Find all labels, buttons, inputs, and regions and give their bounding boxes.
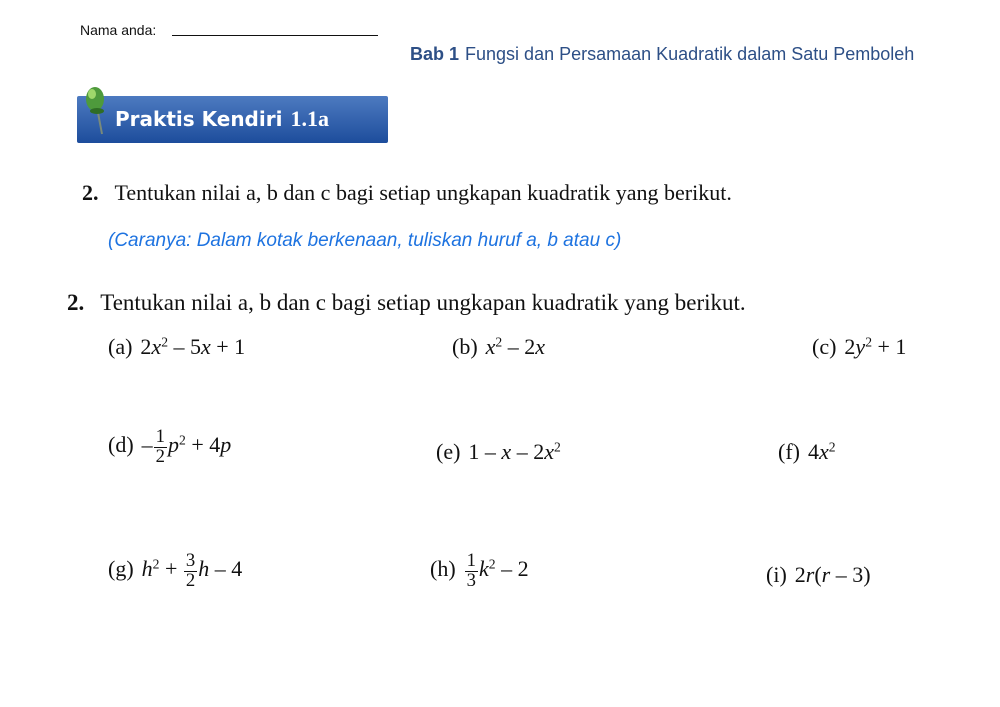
- item-expression: $x^2 - 2x$: [485, 334, 545, 359]
- fraction: $\frac{1}{2}$: [155, 426, 165, 467]
- item-label: (f): [778, 439, 800, 464]
- instruction-line: [82, 180, 732, 206]
- exercise-banner: [77, 96, 388, 143]
- item-h: [430, 552, 529, 590]
- item-expression: $2y^2 + 1$: [844, 334, 907, 359]
- fraction: $\frac{1}{3}$: [466, 550, 476, 591]
- banner-title-text: Praktis Kendiri: [115, 107, 283, 131]
- chapter-heading: [410, 44, 914, 65]
- banner-title: [115, 106, 329, 132]
- item-expression: $\frac{1}{3}$ $k^2 - 2$: [466, 550, 529, 591]
- question-text: Tentukan nilai a, b dan c bagi setiap ungkapan kuadratik yang berikut.: [100, 290, 746, 315]
- chapter-prefix: Bab 1: [410, 44, 460, 64]
- item-label: (d): [108, 432, 134, 458]
- item-label: (e): [436, 439, 461, 464]
- item-label: (i): [766, 562, 787, 587]
- item-b: [452, 336, 545, 358]
- instruction-text: Tentukan nilai a, b dan c bagi setiap ungkapan kuadratik yang berikut.: [114, 180, 732, 205]
- question-line: [67, 290, 746, 316]
- banner-number: 1.1a: [290, 106, 329, 131]
- fraction: $\frac{3}{2}$: [185, 550, 196, 591]
- name-label: Nama anda:: [80, 22, 157, 38]
- item-g: [108, 552, 242, 590]
- item-label: (c): [812, 334, 837, 359]
- question-number: 2.: [67, 290, 85, 315]
- item-label: (b): [452, 334, 478, 359]
- item-a: [108, 336, 245, 358]
- item-label: (h): [430, 556, 456, 582]
- item-expression: $h^2$ + $\frac{3}{2}$ h – 4: [141, 550, 243, 591]
- item-e: [436, 441, 561, 463]
- item-d: [108, 428, 231, 466]
- item-expression: 1 – x – $2x^2$: [468, 439, 561, 464]
- instruction-number: 2.: [82, 180, 99, 205]
- item-i: [766, 564, 871, 586]
- item-expression: $2x^2 - 5x + 1$: [140, 334, 246, 359]
- item-label: (a): [108, 334, 133, 359]
- item-c: [812, 336, 906, 358]
- item-expression: – $\frac{1}{2}$ $p^2 + 4p$: [141, 426, 232, 467]
- item-expression: 2r(r – 3): [794, 562, 871, 587]
- chapter-title: Fungsi dan Persamaan Kuadratik dalam Satu Pemboleh: [465, 44, 915, 64]
- hint-text: (Caranya: Dalam kotak berkenaan, tuliskan huruf a, b atau c): [108, 230, 622, 251]
- name-input-line[interactable]: [172, 35, 378, 36]
- pushpin-icon: [82, 84, 112, 140]
- item-label: (g): [108, 556, 134, 582]
- item-f: [778, 441, 836, 463]
- item-expression: $4x^2$: [807, 439, 836, 464]
